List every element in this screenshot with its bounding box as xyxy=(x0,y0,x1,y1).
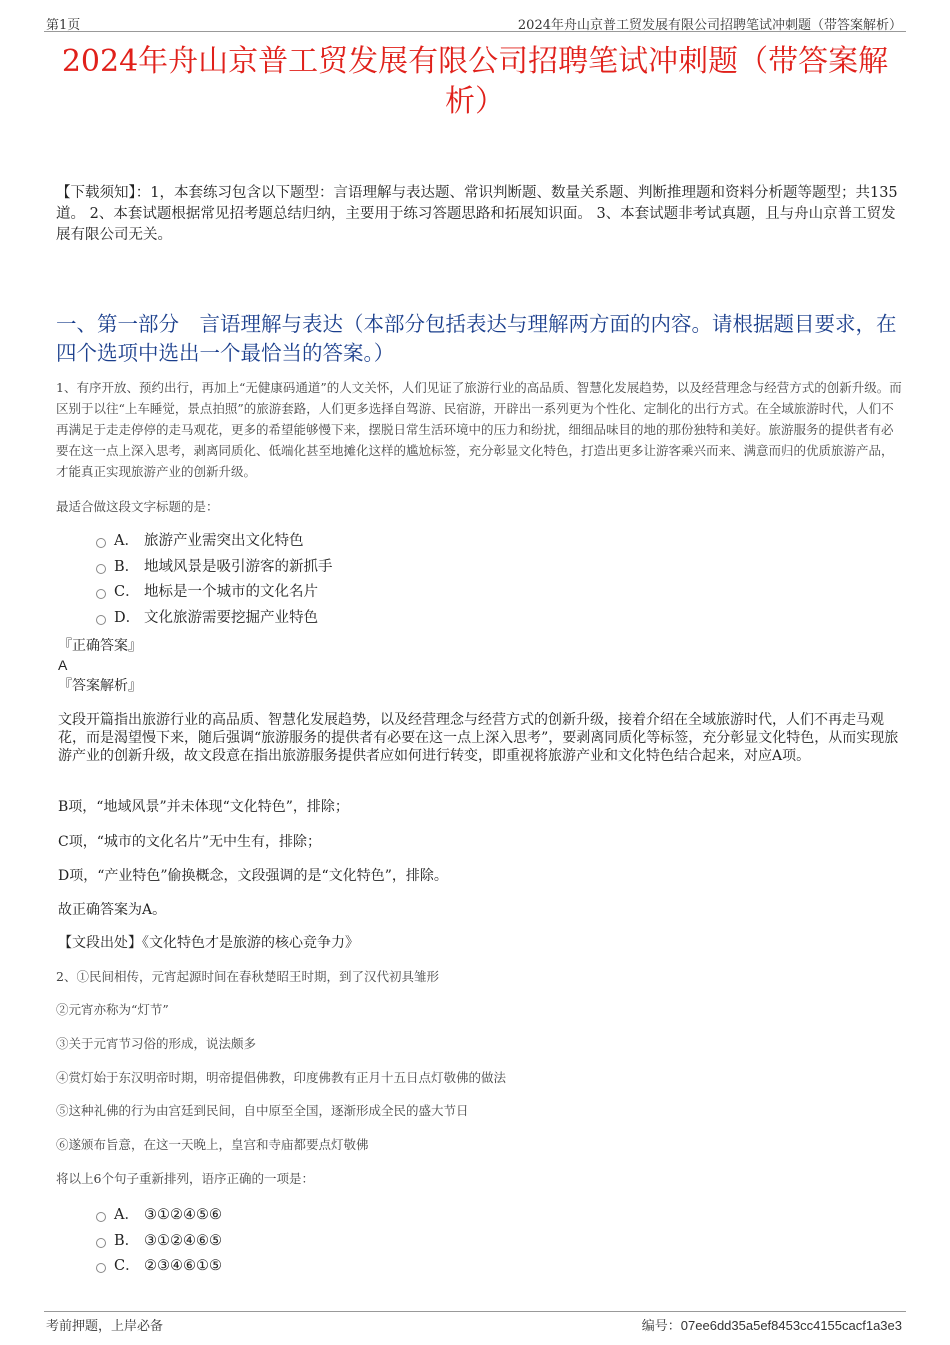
analysis-d: D项，“产业特色”偷换概念，文段强调的是“文化特色”，排除。 xyxy=(58,868,448,884)
radio-icon[interactable] xyxy=(96,1212,106,1222)
question-2-line-4: ④赏灯始于东汉明帝时期，明帝提倡佛教，印度佛教有正月十五日点灯敬佛的做法 xyxy=(56,1070,507,1085)
answer-label: 『正确答案』 xyxy=(58,638,142,654)
question-2-line-6: ⑥遂颁布旨意，在这一天晚上，皇宫和寺庙都要点灯敬佛 xyxy=(56,1137,369,1152)
analysis-conclusion: 故正确答案为A。 xyxy=(58,902,167,918)
answer-value: A xyxy=(58,657,68,673)
radio-icon[interactable] xyxy=(96,615,106,625)
footer-code-value: 07ee6dd35a5ef8453cc4155cacf1a3e3 xyxy=(680,1318,902,1333)
section-heading: 一、第一部分 言语理解与表达（本部分包括表达与理解两方面的内容。请根据题目要求，在四个选项中选出一个最恰当的答案。） xyxy=(56,312,897,365)
analysis-label: 『答案解析』 xyxy=(58,678,142,694)
page-header xyxy=(44,12,906,32)
analysis-b: B项，“地域风景”并未体现“文化特色”，排除； xyxy=(58,799,349,815)
footer-code-label: 编号： xyxy=(641,1319,681,1334)
download-notice: 【下载须知】：1，本套练习包含以下题型：言语理解与表达题、常识判断题、数量关系题、判断推理题和资料分析题等题型；共135道。 2、本套试题根据常见招考题总结归纳，主要用于练习答题思路和拓展知识面。 3、本套试题非考试真题，且与舟山京普工贸发展有限公司无关。 xyxy=(56,185,898,243)
footer-slogan: 考前押题，上岸必备 xyxy=(46,1319,164,1334)
question-2-line-2: ②元宵亦称为“灯节” xyxy=(56,1002,169,1017)
header-doc-title: 2024年舟山京普工贸发展有限公司招聘笔试冲刺题（带答案解析） xyxy=(517,18,902,33)
analysis-paragraph: 文段开篇指出旅游行业的高品质、智慧化发展趋势，以及经营理念与经营方式的创新升级，接着介绍在全域旅游时代，人们不再走马观花，而是渴望慢下来，随后强调“旅游服务的提供者有必要在这一点上深入思考”，要剥离同质化等标签，充分彰显文化特色，从而实现旅游产业的创新升级，故文段意在指出旅游服务提供者应如何进行转变，即重视将旅游产业和文化特色结合起来，对应A项。 xyxy=(58,712,899,764)
question-1-prompt: 最适合做这段文字标题的是： xyxy=(56,499,219,514)
radio-icon[interactable] xyxy=(96,564,106,574)
source-reference: 【文段出处】《文化特色才是旅游的核心竞争力》 xyxy=(58,935,359,951)
question-2-prompt: 将以上6个句子重新排列，语序正确的一项是： xyxy=(56,1171,314,1186)
footer-code xyxy=(642,1315,902,1334)
question-2-line-3: ③关于元宵节习俗的形成，说法颇多 xyxy=(56,1036,257,1051)
radio-icon[interactable] xyxy=(96,1263,106,1273)
question-2-line-5: ⑤这种礼佛的行为由宫廷到民间，自中原至全国，逐渐形成全民的盛大节日 xyxy=(56,1103,469,1118)
radio-icon[interactable] xyxy=(96,538,106,548)
analysis-c: C项，“城市的文化名片”无中生有，排除； xyxy=(58,834,322,850)
radio-icon[interactable] xyxy=(96,1238,106,1248)
radio-icon[interactable] xyxy=(96,589,106,599)
question-2-line-1: 2、①民间相传，元宵起源时间在春秋楚昭王时期，到了汉代初具雏形 xyxy=(56,969,439,984)
page-number: 第1页 xyxy=(46,18,81,33)
page-footer xyxy=(44,1311,906,1335)
question-1-text: 1、有序开放、预约出行，再加上“无健康码通道”的人文关怀，人们见证了旅游行业的高品质、智慧化发展趋势，以及经营理念与经营方式的创新升级。而区别于以往“上车睡觉，景点拍照”的旅游套路，人们更多选择自驾游、民宿游，开辟出一系列更为个性化、定制化的出行方式。在全域旅游时代，人们不再满足于走走停停的走马观花，更多的希望能够慢下来，摆脱日常生活环境中的压力和纷扰，细细品味目的地的那份独特和美好。旅游服务的提供者有必要在这一点上深入思考，剥离同质化、低端化甚至地摊化这样的尴尬标签，充分彰显文化特色，打造出更多让游客乘兴而来、满意而归的优质旅游产品，才能真正实现旅游产业的创新升级。 xyxy=(56,380,902,479)
document-title: 2024年舟山京普工贸发展有限公司招聘笔试冲刺题（带答案解析） xyxy=(61,44,889,119)
